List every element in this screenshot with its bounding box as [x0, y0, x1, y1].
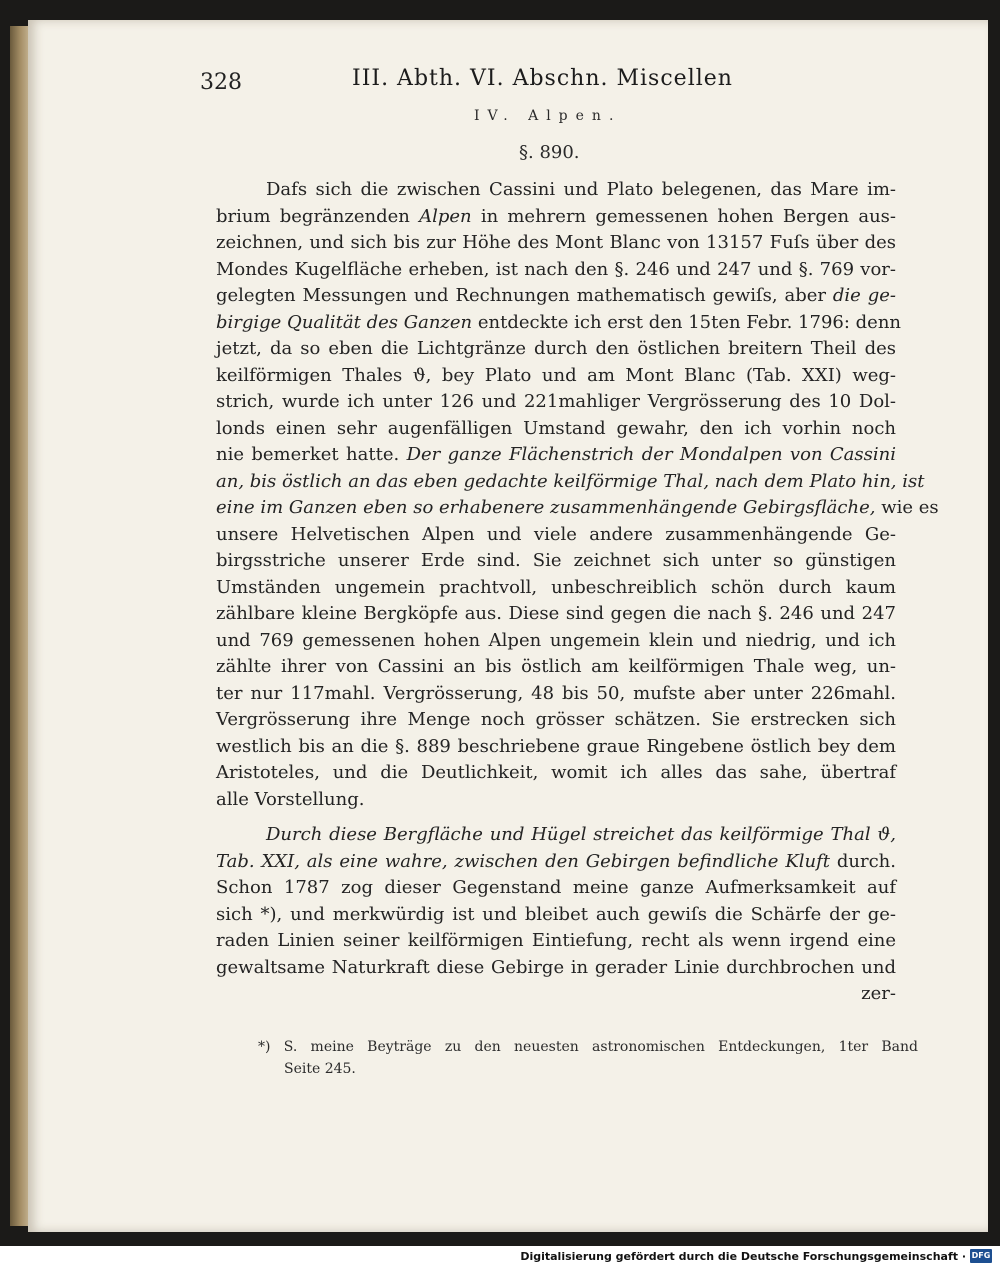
text-line: [216, 363, 896, 390]
text-line: [216, 628, 896, 655]
text-run: entdeckte ich erst den 15ten Febr. 1796: denn: [472, 311, 902, 333]
text-run: Schon 1787 zog dieser Gegenstand meine ganze Aufmerksamkeit auf: [216, 877, 896, 898]
text-run: strich, wurde ich unter 126 und 221mahliger Vergrösserung des 10 Dol-: [216, 391, 896, 412]
running-title: III. Abth. VI. Abschn. Miscellen: [352, 66, 733, 91]
text-run: jetzt, da so eben die Lichtgränze durch den östlichen breitern Theil des: [216, 338, 896, 359]
text-run: ter nur 117mahl. Vergrösserung, 48 bis 50, mufste aber unter 226mahl.: [216, 682, 896, 704]
text-run: birgige Qualität des Ganzen: [216, 311, 473, 333]
text-run: Aristoteles, und die Deutlichkeit, womit ich alles das sahe, übertraf: [216, 762, 896, 783]
text-run: Alpen: [419, 205, 472, 227]
text-run: alle Vorstellung.: [216, 788, 365, 810]
text-line: [216, 389, 896, 416]
text-run: zählte ihrer von Cassini an bis östlich am keilförmigen Thale weg, un-: [216, 656, 896, 677]
text-run: Vergrösserung ihre Menge noch grösser schätzen. Sie erstrecken sich: [216, 709, 896, 730]
chapter-heading: IV. Alpen.: [474, 108, 622, 124]
text-line: [216, 522, 896, 549]
text-line: [216, 575, 896, 602]
text-line: [216, 495, 939, 522]
dfg-logo: DFG: [970, 1249, 992, 1263]
text-line: [216, 928, 896, 955]
text-run: wie es: [875, 497, 939, 518]
text-run: brium begränzenden: [216, 205, 420, 227]
text-line: [216, 981, 896, 1008]
text-line: [216, 548, 896, 575]
text-run: raden Linien seiner keilförmigen Eintiefung, recht als wenn irgend eine: [216, 930, 896, 951]
text-line: [216, 955, 896, 982]
text-run: sich *), und merkwürdig ist und bleibet auch gewiſs die Schärfe der ge-: [216, 903, 896, 925]
text-run: Durch diese Bergfläche und Hügel streichet das keilförmige Thal ϑ,: [266, 824, 896, 845]
footnote-line: Seite 245.: [284, 1061, 356, 1077]
text-run: londs einen sehr augenfälligen Umstand gewahr, den ich vorhin noch: [216, 417, 896, 439]
text-line: [216, 787, 896, 814]
text-line: [216, 681, 896, 708]
text-run: Tab. XXI, als eine wahre, zwischen den Gebirgen befindliche Kluft: [216, 850, 831, 872]
text-line: [216, 204, 896, 231]
text-run: eine im Ganzen eben so erhabenere zusammenhängende Gebirgsfläche,: [216, 497, 876, 518]
text-line: [216, 416, 896, 443]
text-line: [216, 902, 896, 929]
text-run: gelegten Messungen und Rechnungen mathematisch gewiſs, aber: [216, 285, 833, 306]
footnote-line: *) S. meine Beyträge zu den neuesten astronomischen Entdeckungen, 1ter Band: [258, 1039, 918, 1055]
text-line: [216, 760, 896, 787]
text-line: [216, 469, 925, 496]
text-run: Dafs sich die zwischen Cassini und Plato belegenen, das Mare im-: [266, 179, 896, 200]
paragraph-2: [216, 822, 896, 1008]
text-line: [216, 822, 896, 849]
text-line: [216, 230, 896, 257]
text-line: [216, 707, 896, 734]
text-run: unsere Helvetischen Alpen und viele andere zusammenhängende Ge-: [216, 523, 896, 545]
text-run: westlich bis an die §. 889 beschriebene graue Ringebene östlich bey dem: [216, 735, 896, 757]
text-run: die ge-: [832, 285, 896, 306]
text-line: [216, 336, 896, 363]
text-line: [216, 601, 896, 628]
text-line: [216, 875, 896, 902]
text-run: nie bemerket hatte.: [216, 444, 407, 465]
text-line: [216, 310, 902, 337]
text-run: durch.: [830, 850, 896, 872]
text-line: [216, 654, 896, 681]
section-number: §. 890.: [519, 142, 580, 163]
text-line: [216, 283, 896, 310]
text-run: Umständen ungemein prachtvoll, unbeschreiblich schön durch kaum: [216, 576, 896, 598]
text-run: in mehrern gemessenen hohen Bergen aus-: [471, 205, 896, 227]
text-run: zer-: [861, 983, 896, 1004]
text-line: [216, 849, 896, 876]
funding-credit: Digitalisierung gefördert durch die Deutsche Forschungsgemeinschaft ·: [520, 1250, 966, 1263]
text-run: und 769 gemessenen hohen Alpen ungemein klein und niedrig, und ich: [216, 629, 896, 651]
text-run: keilförmigen Thales ϑ, bey Plato und am Mont Blanc (Tab. XXI) weg-: [216, 364, 896, 386]
text-run: zeichnen, und sich bis zur Höhe des Mont Blanc von 13157 Fuſs über des: [216, 232, 896, 253]
text-run: an, bis östlich an das eben gedachte keilförmige Thal, nach dem Plato hin, ist: [216, 470, 925, 492]
text-line: [216, 257, 896, 284]
text-run: Mondes Kugelfläche erheben, ist nach den §. 246 und 247 und §. 769 vor-: [216, 258, 896, 280]
text-run: zählbare kleine Bergköpfe aus. Diese sind gegen die nach §. 246 und 247: [216, 603, 896, 624]
text-line: [216, 734, 896, 761]
footnote: [258, 1036, 918, 1080]
text-run: gewaltsame Naturkraft diese Gebirge in gerader Linie durchbrochen und: [216, 956, 896, 978]
text-line: [216, 177, 896, 204]
text-run: birgsstriche unserer Erde sind. Sie zeichnet sich unter so günstigen: [216, 550, 896, 571]
paragraph-1: [216, 177, 939, 813]
text-run: Der ganze Flächenstrich der Mondalpen von Cassini: [406, 444, 896, 465]
text-line: [216, 442, 896, 469]
page-number: 328: [200, 70, 242, 95]
